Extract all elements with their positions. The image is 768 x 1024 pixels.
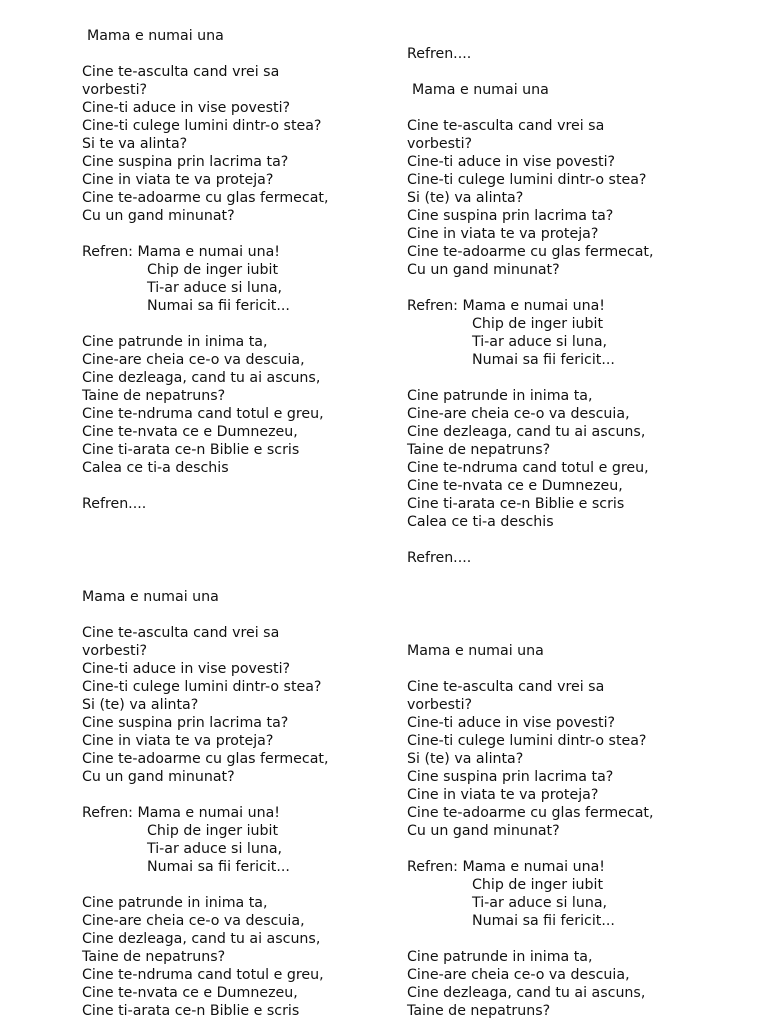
verse-line: Si te va alinta? [82,136,188,152]
verse-line: Cine te-nvata ce e Dumnezeu, [82,424,298,440]
verse-line: Taine de nepatruns? [407,442,551,458]
verse-line: Taine de nepatruns? [82,388,226,404]
verse-line: vorbesti? [82,82,148,98]
verse-line: Cine te-adoarme cu glas fermecat, [407,244,654,260]
lyrics-block-top-left [82,27,382,513]
refrain-line: Chip de inger iubit [472,877,604,893]
verse-line: Calea ce ti-a deschis [407,514,554,530]
verse-line: Cine te-adoarme cu glas fermecat, [82,751,329,767]
refrain-line: Refren: Mama e numai una! [407,859,605,875]
verse-line: Cine-ti aduce in vise povesti? [82,100,291,116]
verse-line: Cine patrunde in inima ta, [407,388,593,404]
refrain-line: Numai sa fii fericit... [472,352,615,368]
verse-line: Cine te-ndruma cand totul e greu, [407,460,649,476]
verse-line: Cine in viata te va proteja? [407,787,599,803]
verse-line: Cine patrunde in inima ta, [82,895,268,911]
verse-line: vorbesti? [407,697,473,713]
lyrics-block-top-right [407,45,707,567]
verse-line: Cu un gand minunat? [82,208,235,224]
verse-line: Taine de nepatruns? [407,1003,551,1019]
verse-line: Cine dezleaga, cand tu ai ascuns, [407,424,646,440]
verse-line: Si (te) va alinta? [407,751,524,767]
verse-line: Si (te) va alinta? [407,190,524,206]
verse-line: Cine ti-arata ce-n Biblie e scris [82,1003,300,1019]
verse-line: Cine dezleaga, cand tu ai ascuns, [82,370,321,386]
verse-line: Cine in viata te va proteja? [407,226,599,242]
refrain-line: Ti-ar aduce si luna, [147,280,283,296]
verse-line: Cine te-nvata ce e Dumnezeu, [82,985,298,1001]
verse-line: Cine te-nvata ce e Dumnezeu, [407,478,623,494]
verse-line: Cine-are cheia ce-o va descuia, [82,352,305,368]
verse-line: Cine te-asculta cand vrei sa [407,679,605,695]
verse-line: Cine-ti culege lumini dintr-o stea? [82,679,322,695]
song-title: Mama e numai una [82,589,219,605]
verse-line: Taine de nepatruns? [82,949,226,965]
refrain-line: Numai sa fii fericit... [147,859,290,875]
verse-line: Cine in viata te va proteja? [82,733,274,749]
lyrics-block-bottom-right [407,642,707,1020]
verse-line: Cine patrunde in inima ta, [82,334,268,350]
verse-line: Cine-are cheia ce-o va descuia, [82,913,305,929]
verse-line: Calea ce ti-a deschis [82,460,229,476]
verse-line: Cine suspina prin lacrima ta? [82,715,289,731]
lyrics-block-bottom-left [82,588,382,1020]
refrain-line: Ti-ar aduce si luna, [472,334,608,350]
verse-line: Cine dezleaga, cand tu ai ascuns, [82,931,321,947]
verse-line: Cine suspina prin lacrima ta? [407,208,614,224]
verse-line: Cine suspina prin lacrima ta? [407,769,614,785]
verse-line: vorbesti? [407,136,473,152]
refrain-line: Chip de inger iubit [147,823,279,839]
refrain-line: Refren: Mama e numai una! [82,244,280,260]
verse-line: Cine in viata te va proteja? [82,172,274,188]
song-title: Mama e numai una [87,28,224,44]
refrain-line: Chip de inger iubit [472,316,604,332]
verse-line: Cine-ti aduce in vise povesti? [82,661,291,677]
verse-line: vorbesti? [82,643,148,659]
verse-line: Cine-ti culege lumini dintr-o stea? [407,733,647,749]
verse-line: Cine te-ndruma cand totul e greu, [82,406,324,422]
verse-line: Cine te-asculta cand vrei sa [82,625,280,641]
verse-line: Cine te-adoarme cu glas fermecat, [82,190,329,206]
verse-line: Cine-ti aduce in vise povesti? [407,715,616,731]
refrain-line: Refren: Mama e numai una! [82,805,280,821]
refrain-line: Numai sa fii fericit... [147,298,290,314]
verse-line: Cine te-ndruma cand totul e greu, [82,967,324,983]
refrain-reference: Refren.... [407,46,472,62]
verse-line: Cu un gand minunat? [407,823,560,839]
verse-line: Cine ti-arata ce-n Biblie e scris [407,496,625,512]
verse-line: Cine suspina prin lacrima ta? [82,154,289,170]
verse-line: Cine-ti culege lumini dintr-o stea? [82,118,322,134]
refrain-line: Ti-ar aduce si luna, [472,895,608,911]
verse-line: Cine te-adoarme cu glas fermecat, [407,805,654,821]
verse-line: Cine dezleaga, cand tu ai ascuns, [407,985,646,1001]
verse-line: Cine-are cheia ce-o va descuia, [407,967,630,983]
verse-line: Si (te) va alinta? [82,697,199,713]
refrain-reference: Refren.... [407,550,472,566]
refrain-reference: Refren.... [82,496,147,512]
refrain-line: Refren: Mama e numai una! [407,298,605,314]
refrain-line: Chip de inger iubit [147,262,279,278]
verse-line: Cine te-asculta cand vrei sa [407,118,605,134]
verse-line: Cine-are cheia ce-o va descuia, [407,406,630,422]
verse-line: Cine te-asculta cand vrei sa [82,64,280,80]
refrain-line: Ti-ar aduce si luna, [147,841,283,857]
verse-line: Cu un gand minunat? [82,769,235,785]
verse-line: Cine-ti aduce in vise povesti? [407,154,616,170]
song-title: Mama e numai una [407,643,544,659]
verse-line: Cine ti-arata ce-n Biblie e scris [82,442,300,458]
verse-line: Cu un gand minunat? [407,262,560,278]
song-title: Mama e numai una [412,82,549,98]
verse-line: Cine patrunde in inima ta, [407,949,593,965]
verse-line: Cine-ti culege lumini dintr-o stea? [407,172,647,188]
refrain-line: Numai sa fii fericit... [472,913,615,929]
